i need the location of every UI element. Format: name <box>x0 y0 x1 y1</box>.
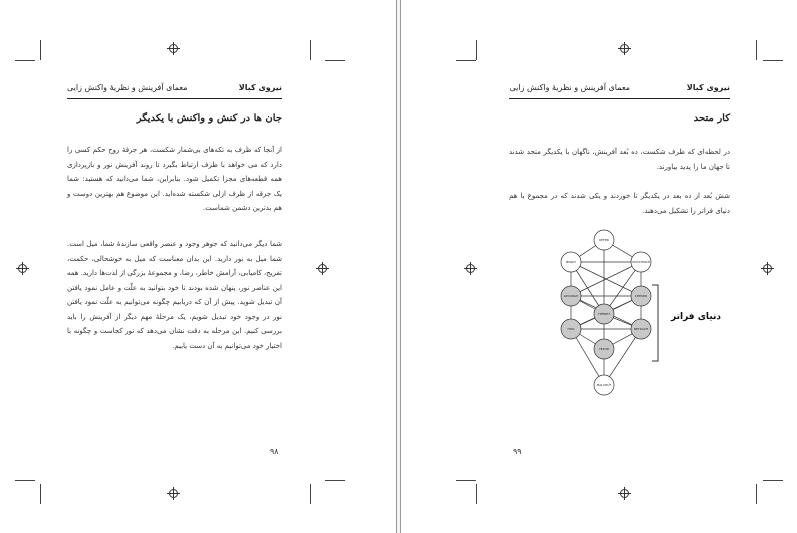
crop-mark <box>325 60 345 61</box>
crop-mark <box>325 480 345 481</box>
chapter-title: معمای آفرینش و نظریهٔ واکنش زایی <box>67 83 188 92</box>
left-page <box>0 0 396 533</box>
label-chochmah: CHOCHMAH <box>632 260 650 264</box>
registration-mark-icon <box>620 44 629 53</box>
registration-mark-icon <box>318 264 327 273</box>
crop-mark <box>310 40 311 60</box>
registration-mark-icon <box>169 44 178 53</box>
tree-of-life-diagram <box>556 228 666 398</box>
crop-mark <box>40 40 41 60</box>
chapter-title: معمای آفرینش و نظریهٔ واکنش زایی <box>509 83 630 92</box>
header-rule <box>509 98 730 99</box>
right-page <box>401 0 797 533</box>
running-header <box>67 83 282 97</box>
label-hod: HOD <box>567 327 575 331</box>
crop-mark <box>763 480 783 481</box>
crop-mark <box>756 484 757 504</box>
crop-mark <box>15 480 35 481</box>
paragraph: در لحظه‌ای که ظرف شکست، ده بُعد آفرینش، ناگهان با یکدیگر متحد شدند تا جهان ما را پدید بیاورند. <box>509 148 730 171</box>
crop-mark <box>310 484 311 504</box>
label-keter: KETER <box>599 238 609 242</box>
registration-mark-icon <box>18 264 27 273</box>
crop-mark <box>456 60 476 61</box>
paragraph: از آنجا که ظرف به تکه‌های بی‌شمار شکست، هر جرقهٔ روح حکم کسی را دارد که می خواهد با ظرف ارتباط بگیرد تا روند آفرینش نور و بازپردازی همه قطعه‌های مجزا تکمیل شود. بنابراین، شما می‌دانید که هستید: شما یک جرقه از ظرف ازلی شکسته شده‌اید. این موضوع هم بهترین دوست و هم بدترین دشمن شماست. <box>67 146 282 212</box>
registration-mark-icon <box>763 264 772 273</box>
registration-mark-icon <box>466 264 475 273</box>
label-binah: BINAH <box>566 260 576 264</box>
label-yesod: YESOD <box>598 347 610 351</box>
bracket-icon <box>651 284 661 362</box>
label-chesed: CHESED <box>634 294 648 298</box>
page-number: ۹۸ <box>270 447 279 456</box>
label-netzach: NETZACH <box>633 327 649 331</box>
crop-mark <box>40 484 41 504</box>
crop-mark <box>476 484 477 504</box>
registration-mark-icon <box>620 489 629 498</box>
book-title: نیروی کبالا <box>238 83 282 92</box>
paragraph: شش بُعد از ده بعد در یکدیگر تا خوردند و یکی شدند که در مجموع با هم دنیای فراتر را تشکیل می‌دهند. <box>509 192 730 215</box>
label-gevurah: GEVURAH <box>563 294 579 298</box>
label-malchut: MALCHUT <box>596 383 612 387</box>
registration-mark-icon <box>169 489 178 498</box>
book-title: نیروی کبالا <box>686 83 730 92</box>
header-rule <box>67 98 282 99</box>
crop-mark <box>756 40 757 60</box>
running-header <box>509 83 730 97</box>
label-tiferet: TIFERET <box>597 312 611 316</box>
section-title: کار متحد <box>693 113 730 124</box>
page-number: ۹۹ <box>513 447 522 456</box>
crop-mark <box>456 480 476 481</box>
crop-mark <box>15 60 35 61</box>
crop-mark <box>476 40 477 60</box>
section-title: جان ها در کنش و واکنش با یکدیگر <box>136 113 282 124</box>
crop-mark <box>763 60 783 61</box>
upper-world-label: دنیای فراتر <box>671 312 721 322</box>
paragraph: شما دیگر می‌دانید که جوهر وجود و عنصر واقعی سازندهٔ شما، میل است. شما میل به نور دارید. این بدان معناست که میل به خوشحالی، حکمت، تفریح، کامیابی، آرامش خاطر، رضا، و مجموعهٔ بزرگی از لذت‌ها دارید. همه این عناصر نور، پنهان شده بودند تا خود بتوانید به علّت و عامل نمود یافتن آن تبدیل شوید. پیش از آن که دریابیم چگونه می‌توانیم به علّت نمود یافتن نور در وجود خود تبدیل شویم، یک مرحلهٔ مهم دیگر از آفرینش را باید بررسی کنیم. این مرحله به دقت نشان می‌دهد که نور کجاست و چگونه با اختیار خود می‌توانیم به آن دست یابیم. <box>67 240 282 350</box>
